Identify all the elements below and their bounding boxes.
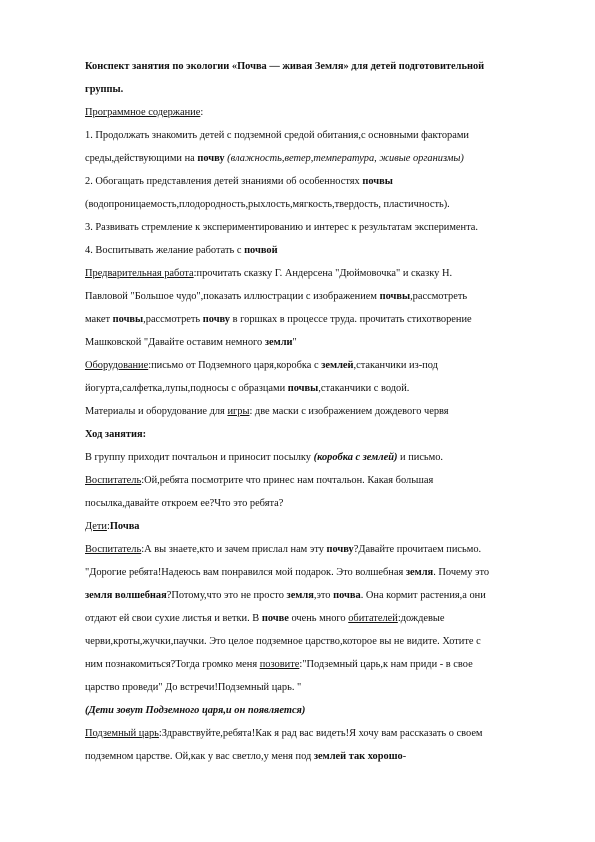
king-line-end: -	[402, 751, 407, 762]
equipment-text-b: ,стаканчики из-под	[353, 360, 438, 371]
keyword-soil: почвы	[287, 383, 319, 394]
kids-separator: :	[106, 521, 110, 532]
course-line-1-italic: (коробка с землей)	[313, 452, 398, 463]
king-line-cont: подземном царстве. Ой,как у вас светло,у меня под	[85, 751, 314, 762]
program-item-3	[85, 216, 547, 239]
keyword-earth: землей так хорошо	[313, 751, 403, 762]
program-label: Программное содержание	[85, 107, 201, 118]
teacher-line-2	[85, 538, 547, 561]
letter-line-5b: :"Подземный царь,к нам приди - в свое	[299, 659, 473, 670]
program-item-1-text: 1. Продолжать знакомить детей с подземной средой обитания,с основными факторами	[85, 130, 469, 141]
materials	[85, 400, 547, 423]
keyword-earth: землей	[321, 360, 354, 371]
teacher-line-2-end: ?Давайте прочитаем письмо.	[353, 544, 482, 555]
keyword-earth: земли	[264, 337, 293, 348]
letter-line-6: царство проведи" До встречи!Подземный царь. "	[85, 682, 302, 693]
teacher-line-1-text: :Ой,ребята посмотрите что принес нам почтальон. Какая большая	[141, 475, 434, 486]
equipment	[85, 354, 547, 400]
program-item-2-text: 2. Обогащать представления детей знаниями об особенностях	[85, 176, 363, 187]
course-line-1-end: и письмо.	[397, 452, 444, 463]
letter-line-4: черви,кроты,жучки,паучки. Это целое подземное царство,которое вы не видите. Хотите с	[85, 636, 481, 647]
keyword-magic-earth: земля волшебная	[85, 590, 167, 601]
kids-answer: Почва	[109, 521, 140, 532]
letter-line-1-end: . Почему это	[433, 567, 490, 578]
program-colon: :	[200, 107, 204, 118]
stage-direction: (Дети зовут Подземного царя,и он появляется)	[85, 705, 306, 716]
teacher-line-2-text: :А вы знаете,кто и зачем прислал нам эту	[141, 544, 327, 555]
program-item-1-cont: среды,действующими на	[85, 153, 198, 164]
keyword-soil: почва	[333, 590, 361, 601]
letter-line-2: ?Потому,что это не просто	[166, 590, 287, 601]
speaker-king: Подземный царь	[85, 728, 159, 739]
equipment-text-2b: ,стаканчики с водой.	[318, 383, 410, 394]
king-line-text: :Здравствуйте,ребята!Как я рад вас видеть!Я хочу вам рассказать о своем	[158, 728, 483, 739]
preliminary-text-3b: ,рассмотреть	[143, 314, 203, 325]
letter-text	[85, 561, 547, 699]
teacher-line-1-cont: посылка,давайте откроем ее?Что это ребята?	[85, 498, 284, 509]
call-link[interactable]: позовите	[259, 659, 300, 670]
letter-line-1: "Дорогие ребята!Надеюсь вам понравился мой подарок. Это волшебная	[85, 567, 406, 578]
teacher-line-1	[85, 469, 547, 515]
equipment-text: :письмо от Подземного царя,коробка с	[148, 360, 322, 371]
keyword-soil: почву	[197, 153, 225, 164]
inhabitants-link[interactable]: обитателей	[348, 613, 398, 624]
keyword-soil: почву	[326, 544, 354, 555]
speaker-teacher: Воспитатель	[85, 544, 142, 555]
course-heading: Ход занятия:	[85, 429, 147, 440]
program-item-4-text: 4. Воспитывать желание работать с	[85, 245, 245, 256]
preliminary-text-3: макет	[85, 314, 113, 325]
letter-line-2b: ,это	[313, 590, 334, 601]
program-heading	[85, 101, 547, 124]
program-item-4	[85, 239, 547, 262]
keyword-earth: земля	[405, 567, 434, 578]
program-item-3-text: 3. Развивать стремление к экспериментированию и интерес к результатам эксперимента.	[85, 222, 478, 233]
preliminary-text-3c: в горшках в процессе труда. прочитать стихотворение	[230, 314, 472, 325]
games-link[interactable]: игры	[227, 406, 250, 417]
preliminary-text-4-end: "	[292, 337, 297, 348]
keyword-soil: почвой	[244, 245, 278, 256]
keyword-earth: земля	[286, 590, 314, 601]
letter-line-3b: очень много	[288, 613, 349, 624]
program-item-1	[85, 124, 547, 170]
letter-line-5: ним познакомиться?Тогда громко меня	[85, 659, 260, 670]
materials-text: Материалы и оборудование для	[85, 406, 228, 417]
preliminary-work	[85, 262, 547, 354]
materials-text-b: : две маски с изображением дождевого червя	[249, 406, 449, 417]
program-item-2	[85, 170, 547, 216]
keyword-soil: почве	[261, 613, 289, 624]
equipment-text-2: йогурта,салфетка,лупы,подносы с образцами	[85, 383, 288, 394]
equipment-label: Оборудование	[85, 360, 149, 371]
title-text: Конспект занятия по экологии «Почва — живая Земля» для детей подготовительной	[85, 61, 485, 72]
title-text-cont: группы.	[85, 84, 124, 95]
letter-line-2c: . Она кормит растения,а они	[360, 590, 486, 601]
preliminary-text-2-end: ,рассмотреть	[410, 291, 468, 302]
keyword-soil: почвы	[362, 176, 393, 187]
speaker-teacher: Воспитатель	[85, 475, 142, 486]
letter-line-3c: :дождевые	[397, 613, 445, 624]
course-line-1	[85, 446, 547, 469]
document-title	[85, 55, 547, 101]
keyword-soil: почву	[202, 314, 231, 325]
king-line	[85, 722, 547, 768]
keyword-soil: почвы	[379, 291, 411, 302]
letter-line-3: отдают ей свои сухие листья и ветки. В	[85, 613, 262, 624]
kids-line	[85, 515, 547, 538]
program-item-2-cont: (водопроницаемость,плодородность,рыхлость,мягкость,твердость, пластичность).	[85, 199, 450, 210]
speaker-kids: Дети	[85, 521, 107, 532]
preliminary-text-4: Машковской "Давайте оставим немного	[85, 337, 265, 348]
preliminary-text-2: Павловой "Большое чудо",показать иллюстрации с изображением	[85, 291, 380, 302]
course-line-1-text: В группу приходит почтальон и приносит посылку	[85, 452, 314, 463]
keyword-soil: почвы	[112, 314, 144, 325]
program-item-1-factors: (влажность,ветер,температура, живые организмы)	[224, 153, 464, 164]
preliminary-label: Предварительная работа	[85, 268, 194, 279]
preliminary-text: :прочитать сказку Г. Андерсена "Дюймовочка" и сказку Н.	[193, 268, 453, 279]
